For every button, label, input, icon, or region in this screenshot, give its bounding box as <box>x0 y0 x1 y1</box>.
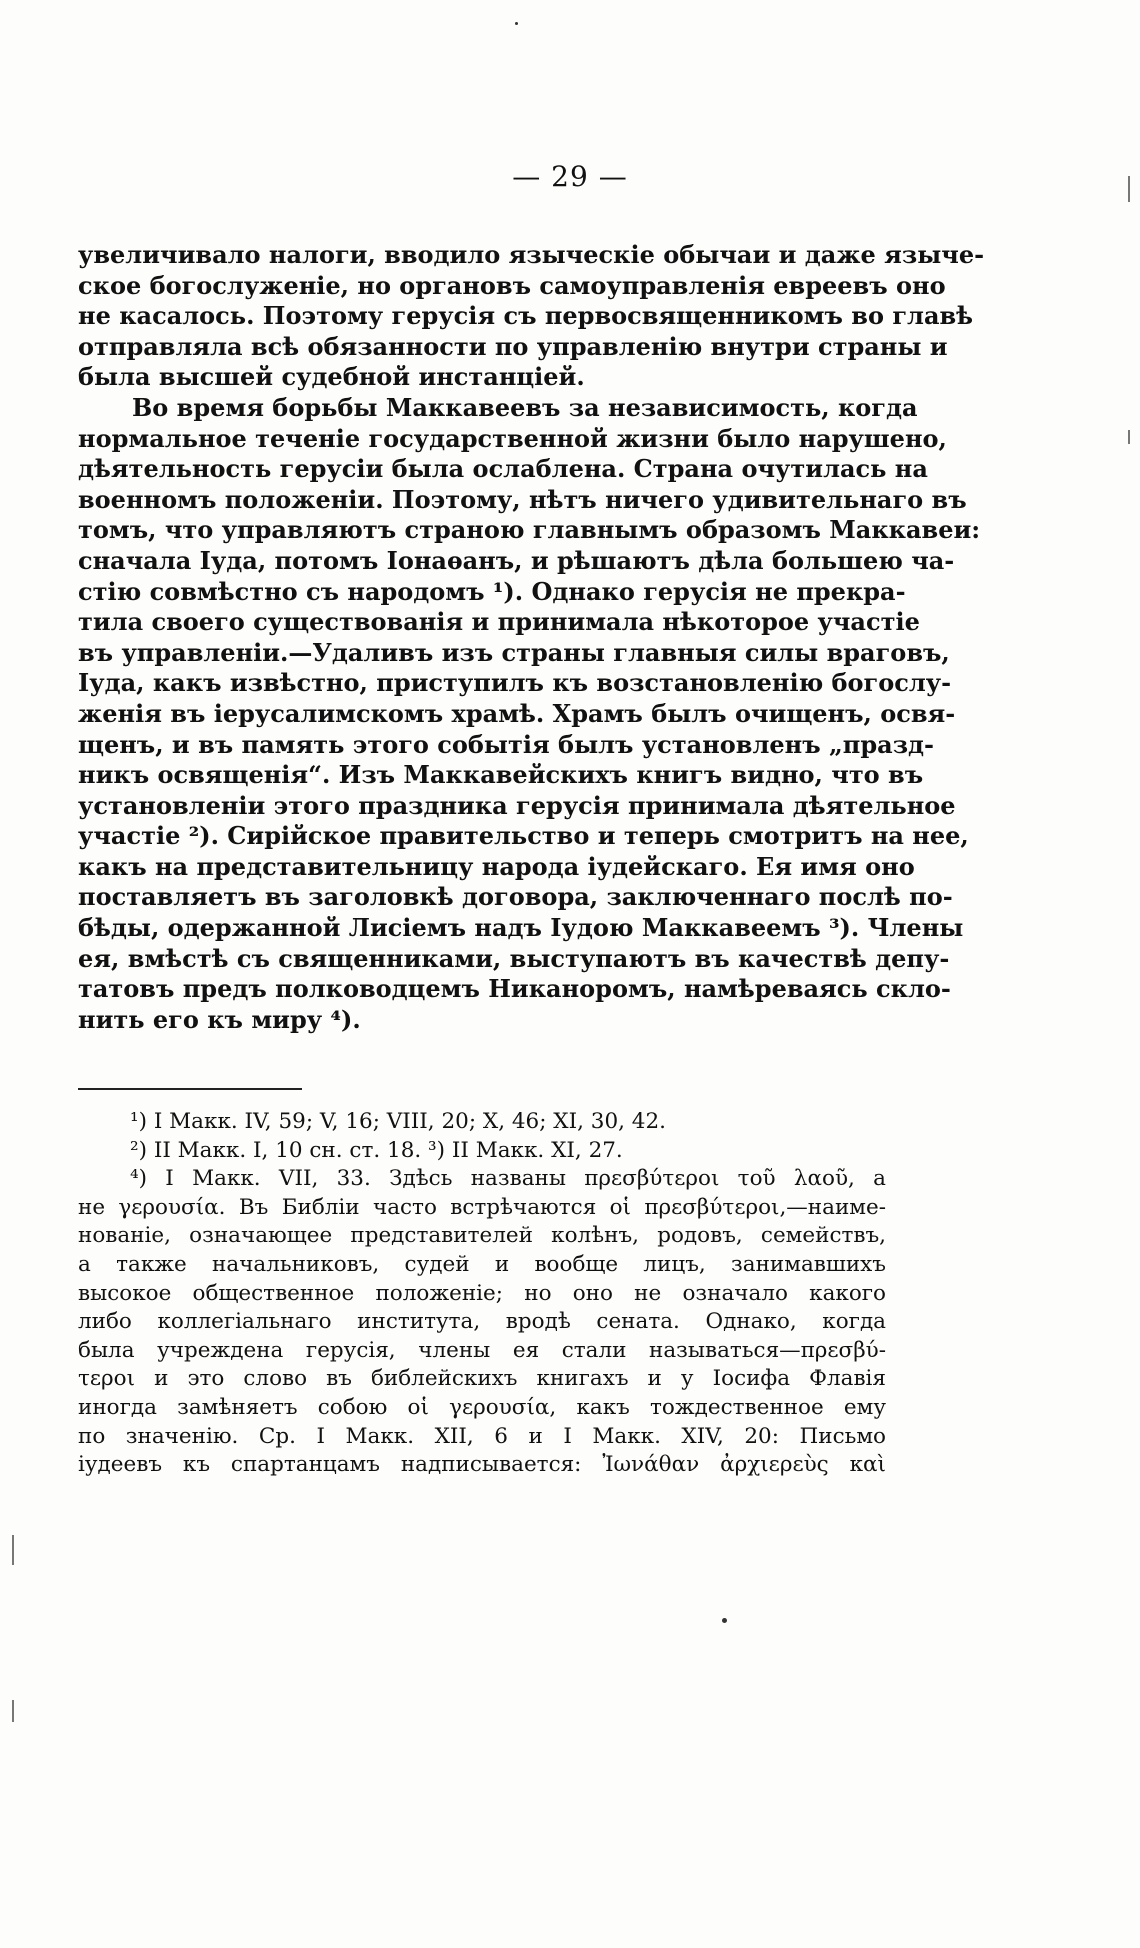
text-line: щенъ, и въ память этого событія былъ установленъ „празд- <box>78 729 934 759</box>
footnote-line: іудеевъ къ спартанцамъ надписывается: Ἰωνάθαν ἀρχιερεὺς καὶ <box>78 1452 886 1478</box>
scan-edge-mark <box>1128 176 1130 202</box>
text-line: бѣды, одержанной Лисіемъ надъ Іудою Маккавеемъ ³). Члены <box>78 913 964 943</box>
text-line: увеличивало налоги, вводило языческіе обычаи и даже языче- <box>78 240 985 269</box>
text-line: военномъ положеніи. Поэтому, нѣтъ ничего удивительнаго въ <box>78 484 967 514</box>
scan-edge-mark <box>1128 430 1130 444</box>
text-line: сначала Іуда, потомъ Іонаѳанъ, и рѣшаютъ дѣла большею ча- <box>78 545 955 575</box>
text-line: никъ освященія“. Изъ Маккавейскихъ книгъ видно, что въ <box>78 760 924 790</box>
footnote-line: ²) II Макк. I, 10 сн. ст. 18. ³) II Макк. XI, 27. <box>130 1137 623 1163</box>
scan-speck <box>722 1618 727 1623</box>
text-line: ея, вмѣстѣ съ священниками, выступаютъ въ качествѣ депу- <box>78 943 950 973</box>
footnote-line: не γερουσία. Въ Библіи часто встрѣчаются οἱ πρεσβύτεροι,—наиме- <box>78 1194 886 1220</box>
text-line: въ управленіи.—Удаливъ изъ страны главныя силы враговъ, <box>78 637 950 667</box>
footnote-line: иногда замѣняетъ собою οἱ γερουσία, какъ тождественное ему <box>78 1394 886 1420</box>
scan-speck <box>515 22 518 25</box>
text-line: установленіи этого праздника герусія принимала дѣятельное <box>78 790 956 820</box>
text-line: участіе ²). Сирійское правительство и теперь смотритъ на нее, <box>78 821 969 851</box>
scan-edge-mark <box>12 1535 14 1565</box>
footnote-line: либо коллегіальнаго института, вродѣ сената. Однако, когда <box>78 1309 886 1335</box>
text-line: была высшей судебной инстанціей. <box>78 362 585 392</box>
text-line: стію совмѣстно съ народомъ ¹). Однако герусія не прекра- <box>78 576 906 606</box>
page-number: — 29 — <box>512 160 628 193</box>
footnote-line: а также начальниковъ, судей и вообще лицъ, занимавшихъ <box>78 1251 886 1277</box>
text-line: какъ на представительницу народа іудейскаго. Ея имя оно <box>78 851 915 881</box>
text-line: дѣятельность герусіи была ослаблена. Страна очутилась на <box>78 454 928 484</box>
footnote-line: ⁴) I Макк. VII, 33. Здѣсь названы πρεσβύτεροι τοῦ λαοῦ, а <box>130 1166 886 1192</box>
text-line: ское богослуженіе, но органовъ самоуправленія евреевъ оно <box>78 270 946 300</box>
text-line: Во время борьбы Маккавеевъ за независимость, когда <box>132 392 918 422</box>
text-line: поставляетъ въ заголовкѣ договора, заключеннаго послѣ по- <box>78 882 953 912</box>
footnote-line: была учреждена герусія, члены ея стали называться—πρεσβύ- <box>78 1337 886 1363</box>
footnote-line: ¹) I Макк. IV, 59; V, 16; VIII, 20; X, 46; XI, 30, 42. <box>130 1109 666 1134</box>
main-text <box>78 240 985 1035</box>
text-line: татовъ предъ полководцемъ Никаноромъ, намѣреваясь скло- <box>78 974 951 1004</box>
text-line: нормальное теченіе государственной жизни было нарушено, <box>78 423 947 453</box>
footnote-line: τεροι и это слово въ библейскихъ книгахъ и у Іосифа Флавія <box>78 1366 886 1392</box>
footnotes <box>78 1108 886 1480</box>
text-line: женія въ іерусалимскомъ храмѣ. Храмъ былъ очищенъ, освя- <box>78 698 956 728</box>
footnote-line: по значенію. Ср. I Макк. XII, 6 и I Макк. XIV, 20: Письмо <box>78 1423 886 1449</box>
footnote-line: нованіе, означающее представителей колѣнъ, родовъ, семействъ, <box>78 1223 886 1249</box>
footnote-line: высокое общественное положеніе; но оно не означало какого <box>78 1280 886 1306</box>
text-line: тила своего существованія и принимала нѣкоторое участіе <box>78 607 920 637</box>
text-line: Іуда, какъ извѣстно, приступилъ къ возстановленію богослу- <box>78 668 952 698</box>
footnote-divider <box>78 1088 302 1090</box>
text-line: не касалось. Поэтому герусія съ первосвященникомъ во главѣ <box>78 301 974 331</box>
text-line: томъ, что управляютъ страною главнымъ образомъ Маккавеи: <box>78 515 981 545</box>
text-line: нить его къ миру ⁴). <box>78 1004 361 1034</box>
text-line: отправляла всѣ обязанности по управленію внутри страны и <box>78 331 948 361</box>
scan-edge-mark <box>12 1700 14 1722</box>
